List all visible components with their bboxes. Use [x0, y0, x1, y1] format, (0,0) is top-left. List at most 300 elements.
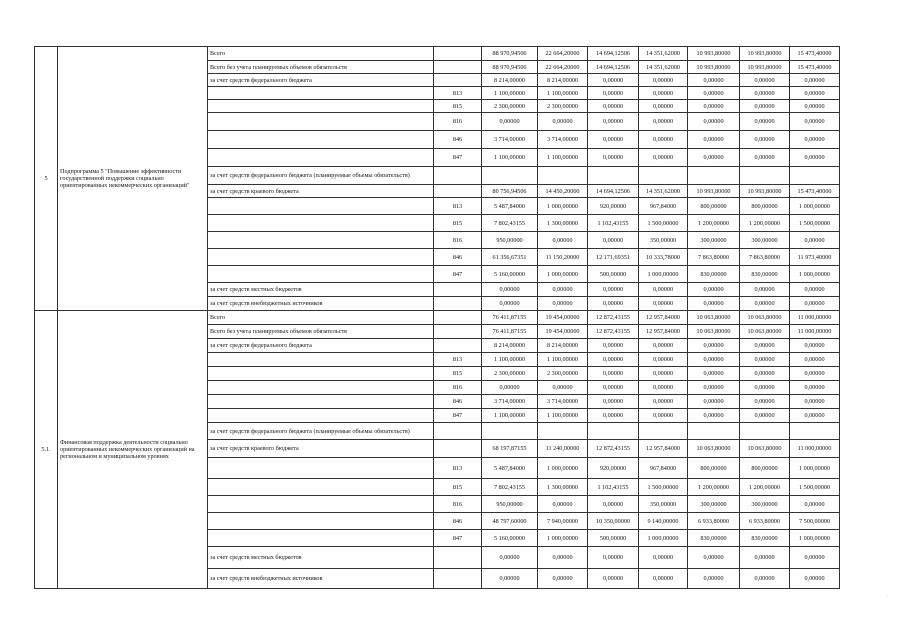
amount-cell: 1 000,00000 — [790, 458, 840, 479]
funding-source: за счет средств местных бюджетов — [208, 283, 434, 297]
funding-source: Всего — [208, 47, 434, 61]
amount-cell: 0,00000 — [740, 339, 790, 353]
amount-cell: 1 000,00000 — [538, 530, 588, 547]
amount-cell: 830,00000 — [688, 530, 740, 547]
amount-cell: 76 411,87155 — [482, 311, 538, 325]
section-number: 5.1. — [35, 311, 58, 589]
amount-cell: 0,00000 — [538, 232, 588, 249]
amount-cell — [790, 167, 840, 185]
amount-cell: 15 473,40000 — [790, 185, 840, 198]
ministry-code: 846 — [434, 249, 482, 266]
amount-cell: 1 200,00000 — [688, 479, 740, 496]
funding-source — [208, 496, 434, 513]
amount-cell: 19 454,00000 — [538, 311, 588, 325]
ministry-code — [434, 74, 482, 87]
ministry-code: 815 — [434, 100, 482, 113]
amount-cell: 10 063,80000 — [740, 311, 790, 325]
amount-cell: 0,00000 — [639, 283, 688, 297]
amount-cell: 300,00000 — [688, 232, 740, 249]
amount-cell: 0,00000 — [639, 367, 688, 381]
amount-cell: 1 100,00000 — [538, 87, 588, 100]
ministry-code: 815 — [434, 367, 482, 381]
amount-cell: 11 240,00000 — [538, 440, 588, 458]
amount-cell: 0,00000 — [482, 283, 538, 297]
amount-cell: 12 872,43155 — [588, 440, 639, 458]
amount-cell: 15 473,40000 — [790, 61, 840, 74]
ministry-code: 816 — [434, 381, 482, 395]
amount-cell: 5 487,84000 — [482, 458, 538, 479]
budget-table — [34, 46, 840, 589]
amount-cell: 14 694,12506 — [588, 61, 639, 74]
amount-cell: 1 500,00000 — [639, 479, 688, 496]
amount-cell: 0,00000 — [688, 149, 740, 167]
amount-cell: 14 450,20000 — [538, 185, 588, 198]
amount-cell: 350,00000 — [639, 232, 688, 249]
amount-cell: 88 970,94506 — [482, 47, 538, 61]
ministry-code: 846 — [434, 131, 482, 149]
amount-cell: 0,00000 — [790, 339, 840, 353]
amount-cell: 0,00000 — [740, 131, 790, 149]
amount-cell: 10 993,80000 — [740, 47, 790, 61]
amount-cell: 0,00000 — [639, 113, 688, 131]
amount-cell: 9 140,00000 — [639, 513, 688, 530]
amount-cell: 0,00000 — [588, 100, 639, 113]
funding-source — [208, 479, 434, 496]
amount-cell: 0,00000 — [688, 113, 740, 131]
ministry-code: 847 — [434, 149, 482, 167]
table-row — [35, 311, 840, 325]
amount-cell: 10 063,80000 — [688, 311, 740, 325]
funding-source: за счет средств внебюджетных источников — [208, 569, 434, 589]
amount-cell: 10 333,78000 — [639, 249, 688, 266]
amount-cell: 0,00000 — [740, 547, 790, 569]
amount-cell: 11 973,40000 — [790, 249, 840, 266]
ministry-code — [434, 185, 482, 198]
amount-cell: 300,00000 — [688, 496, 740, 513]
ministry-code — [434, 61, 482, 74]
amount-cell: 0,00000 — [588, 367, 639, 381]
amount-cell: 0,00000 — [639, 100, 688, 113]
amount-cell — [482, 167, 538, 185]
amount-cell: 0,00000 — [639, 547, 688, 569]
funding-source — [208, 87, 434, 100]
amount-cell: 830,00000 — [740, 266, 790, 283]
amount-cell — [588, 423, 639, 440]
amount-cell: 0,00000 — [740, 381, 790, 395]
amount-cell: 10 350,00000 — [588, 513, 639, 530]
amount-cell: 8 214,00000 — [538, 339, 588, 353]
amount-cell: 1 000,00000 — [639, 530, 688, 547]
amount-cell: 0,00000 — [588, 395, 639, 409]
amount-cell: 0,00000 — [538, 569, 588, 589]
amount-cell: 0,00000 — [588, 149, 639, 167]
amount-cell: 3 714,00000 — [538, 395, 588, 409]
funding-source — [208, 530, 434, 547]
amount-cell: 0,00000 — [482, 297, 538, 311]
scan-mark: · — [886, 594, 888, 600]
amount-cell: 1 100,00000 — [482, 353, 538, 367]
ministry-code — [434, 167, 482, 185]
amount-cell: 3 714,00000 — [482, 395, 538, 409]
amount-cell: 1 000,00000 — [790, 266, 840, 283]
funding-source — [208, 381, 434, 395]
amount-cell: 0,00000 — [588, 283, 639, 297]
amount-cell: 7 802,43155 — [482, 479, 538, 496]
ministry-code: 813 — [434, 353, 482, 367]
amount-cell: 88 970,94506 — [482, 61, 538, 74]
funding-source — [208, 131, 434, 149]
amount-cell: 0,00000 — [790, 297, 840, 311]
amount-cell: 0,00000 — [740, 113, 790, 131]
funding-source — [208, 353, 434, 367]
ministry-code — [434, 311, 482, 325]
amount-cell: 1 000,00000 — [790, 198, 840, 215]
amount-cell: 10 993,80000 — [740, 185, 790, 198]
amount-cell: 1 200,00000 — [740, 479, 790, 496]
amount-cell: 0,00000 — [482, 113, 538, 131]
amount-cell — [639, 423, 688, 440]
amount-cell: 0,00000 — [688, 74, 740, 87]
funding-source — [208, 249, 434, 266]
funding-source — [208, 266, 434, 283]
amount-cell: 0,00000 — [790, 131, 840, 149]
amount-cell: 0,00000 — [688, 100, 740, 113]
amount-cell: 7 863,80000 — [740, 249, 790, 266]
ministry-code — [434, 325, 482, 339]
amount-cell: 0,00000 — [688, 87, 740, 100]
funding-source: за счет средств федерального бюджета (планируемые объемы обязательств) — [208, 167, 434, 185]
ministry-code: 816 — [434, 113, 482, 131]
amount-cell: 3 714,00000 — [538, 131, 588, 149]
ministry-code — [434, 569, 482, 589]
ministry-code — [434, 47, 482, 61]
amount-cell: 0,00000 — [538, 381, 588, 395]
amount-cell: 500,00000 — [588, 530, 639, 547]
amount-cell: 920,00000 — [588, 458, 639, 479]
table-row — [35, 47, 840, 61]
amount-cell: 0,00000 — [688, 569, 740, 589]
amount-cell — [688, 167, 740, 185]
amount-cell: 48 797,60000 — [482, 513, 538, 530]
amount-cell: 76 411,87155 — [482, 325, 538, 339]
amount-cell: 1 000,00000 — [639, 266, 688, 283]
funding-source — [208, 198, 434, 215]
amount-cell: 1 200,00000 — [688, 215, 740, 232]
amount-cell: 0,00000 — [538, 297, 588, 311]
amount-cell: 3 714,00000 — [482, 131, 538, 149]
ministry-code — [434, 297, 482, 311]
amount-cell: 0,00000 — [538, 496, 588, 513]
ministry-code: 815 — [434, 479, 482, 496]
amount-cell: 1 500,00000 — [790, 215, 840, 232]
section-title: Финансовая поддержка деятельности социально ориентированных некоммерческих организаций на региональном и муниципальном уровнях — [58, 311, 208, 589]
amount-cell: 68 197,87155 — [482, 440, 538, 458]
amount-cell: 0,00000 — [639, 395, 688, 409]
funding-source: Всего без учета планируемых объемов обязательств — [208, 325, 434, 339]
amount-cell: 0,00000 — [688, 131, 740, 149]
amount-cell: 0,00000 — [639, 74, 688, 87]
amount-cell: 0,00000 — [740, 100, 790, 113]
amount-cell: 0,00000 — [639, 409, 688, 423]
amount-cell: 80 756,94506 — [482, 185, 538, 198]
amount-cell: 0,00000 — [588, 74, 639, 87]
funding-source — [208, 215, 434, 232]
amount-cell: 1 500,00000 — [639, 215, 688, 232]
amount-cell: 0,00000 — [790, 74, 840, 87]
amount-cell: 6 933,80000 — [740, 513, 790, 530]
amount-cell: 0,00000 — [790, 569, 840, 589]
amount-cell: 12 872,43155 — [588, 311, 639, 325]
amount-cell: 0,00000 — [639, 353, 688, 367]
amount-cell: 10 063,80000 — [688, 325, 740, 339]
amount-cell: 14 351,62000 — [639, 61, 688, 74]
amount-cell: 0,00000 — [688, 381, 740, 395]
amount-cell: 830,00000 — [740, 530, 790, 547]
ministry-code — [434, 283, 482, 297]
amount-cell: 0,00000 — [482, 381, 538, 395]
amount-cell: 11 000,00000 — [790, 311, 840, 325]
amount-cell: 0,00000 — [688, 353, 740, 367]
ministry-code: 816 — [434, 232, 482, 249]
amount-cell: 830,00000 — [688, 266, 740, 283]
amount-cell: 22 664,20000 — [538, 61, 588, 74]
amount-cell: 0,00000 — [790, 87, 840, 100]
amount-cell: 0,00000 — [790, 367, 840, 381]
amount-cell: 10 993,80000 — [688, 185, 740, 198]
amount-cell: 12 957,84000 — [639, 311, 688, 325]
amount-cell: 0,00000 — [639, 131, 688, 149]
amount-cell: 8 214,00000 — [482, 339, 538, 353]
amount-cell: 0,00000 — [639, 381, 688, 395]
ministry-code: 846 — [434, 513, 482, 530]
amount-cell — [790, 423, 840, 440]
amount-cell — [688, 423, 740, 440]
funding-source: за счет средств федерального бюджета (планируемые объемы обязательств) — [208, 423, 434, 440]
amount-cell: 0,00000 — [588, 569, 639, 589]
amount-cell: 0,00000 — [588, 297, 639, 311]
ministry-code: 847 — [434, 409, 482, 423]
amount-cell: 0,00000 — [688, 339, 740, 353]
amount-cell: 300,00000 — [740, 232, 790, 249]
amount-cell: 12 957,84000 — [639, 440, 688, 458]
amount-cell: 10 063,80000 — [688, 440, 740, 458]
amount-cell: 7 802,43155 — [482, 215, 538, 232]
amount-cell: 967,84000 — [639, 458, 688, 479]
amount-cell: 0,00000 — [740, 297, 790, 311]
amount-cell: 0,00000 — [588, 131, 639, 149]
amount-cell: 0,00000 — [740, 87, 790, 100]
amount-cell: 1 000,00000 — [538, 458, 588, 479]
amount-cell: 2 300,00000 — [538, 367, 588, 381]
amount-cell: 0,00000 — [588, 232, 639, 249]
amount-cell: 1 100,00000 — [482, 87, 538, 100]
amount-cell: 1 100,00000 — [538, 353, 588, 367]
funding-source — [208, 113, 434, 131]
funding-source — [208, 149, 434, 167]
amount-cell: 0,00000 — [639, 339, 688, 353]
amount-cell: 0,00000 — [790, 113, 840, 131]
amount-cell: 11 000,00000 — [790, 440, 840, 458]
amount-cell: 10 993,80000 — [740, 61, 790, 74]
amount-cell: 950,00000 — [482, 232, 538, 249]
amount-cell: 0,00000 — [538, 113, 588, 131]
amount-cell: 7 500,00000 — [790, 513, 840, 530]
amount-cell: 0,00000 — [740, 409, 790, 423]
amount-cell: 1 000,00000 — [790, 530, 840, 547]
ministry-code: 846 — [434, 395, 482, 409]
ministry-code: 813 — [434, 198, 482, 215]
amount-cell — [588, 167, 639, 185]
funding-source — [208, 367, 434, 381]
amount-cell: 5 160,00000 — [482, 530, 538, 547]
amount-cell: 0,00000 — [482, 547, 538, 569]
funding-source: за счет средств краевого бюджета — [208, 185, 434, 198]
amount-cell: 1 500,00000 — [790, 479, 840, 496]
amount-cell: 0,00000 — [740, 74, 790, 87]
amount-cell: 967,84000 — [639, 198, 688, 215]
amount-cell: 0,00000 — [790, 232, 840, 249]
amount-cell: 0,00000 — [688, 547, 740, 569]
amount-cell: 0,00000 — [688, 395, 740, 409]
amount-cell: 0,00000 — [639, 569, 688, 589]
amount-cell: 0,00000 — [688, 297, 740, 311]
amount-cell: 0,00000 — [790, 381, 840, 395]
amount-cell: 0,00000 — [588, 353, 639, 367]
amount-cell: 8 214,00000 — [482, 74, 538, 87]
amount-cell: 1 102,43155 — [588, 215, 639, 232]
amount-cell: 0,00000 — [790, 100, 840, 113]
amount-cell: 0,00000 — [790, 547, 840, 569]
amount-cell: 2 300,00000 — [538, 100, 588, 113]
amount-cell: 920,00000 — [588, 198, 639, 215]
amount-cell: 950,00000 — [482, 496, 538, 513]
amount-cell: 0,00000 — [790, 409, 840, 423]
amount-cell: 500,00000 — [588, 266, 639, 283]
ministry-code — [434, 423, 482, 440]
funding-source: за счет средств краевого бюджета — [208, 440, 434, 458]
amount-cell: 0,00000 — [790, 283, 840, 297]
funding-source — [208, 409, 434, 423]
amount-cell: 8 214,00000 — [538, 74, 588, 87]
amount-cell: 0,00000 — [588, 381, 639, 395]
ministry-code: 815 — [434, 215, 482, 232]
amount-cell: 800,00000 — [688, 198, 740, 215]
amount-cell — [740, 167, 790, 185]
amount-cell: 0,00000 — [688, 367, 740, 381]
amount-cell: 1 200,00000 — [740, 215, 790, 232]
funding-source — [208, 100, 434, 113]
funding-source — [208, 232, 434, 249]
amount-cell: 1 100,00000 — [482, 149, 538, 167]
amount-cell: 0,00000 — [482, 569, 538, 589]
amount-cell: 0,00000 — [740, 283, 790, 297]
amount-cell: 1 000,00000 — [538, 266, 588, 283]
amount-cell: 0,00000 — [538, 283, 588, 297]
funding-source: за счет средств местных бюджетов — [208, 547, 434, 569]
amount-cell: 0,00000 — [588, 339, 639, 353]
amount-cell: 0,00000 — [740, 149, 790, 167]
funding-source: за счет средств внебюджетных источников — [208, 297, 434, 311]
funding-source: за счет средств федерального бюджета — [208, 74, 434, 87]
amount-cell: 10 993,80000 — [688, 47, 740, 61]
amount-cell: 0,00000 — [639, 149, 688, 167]
amount-cell: 7 940,00000 — [538, 513, 588, 530]
amount-cell: 0,00000 — [588, 547, 639, 569]
amount-cell: 5 487,84000 — [482, 198, 538, 215]
amount-cell — [639, 167, 688, 185]
ministry-code: 813 — [434, 458, 482, 479]
section-title: Подпрограмма 5 "Повышение эффективности государственной поддержки социально ориентированных некоммерческих организаций" — [58, 47, 208, 311]
amount-cell: 800,00000 — [740, 198, 790, 215]
amount-cell: 10 993,80000 — [688, 61, 740, 74]
amount-cell: 14 694,12506 — [588, 47, 639, 61]
ministry-code: 816 — [434, 496, 482, 513]
amount-cell: 0,00000 — [538, 547, 588, 569]
amount-cell: 2 300,00000 — [482, 367, 538, 381]
amount-cell: 14 694,12506 — [588, 185, 639, 198]
funding-source: за счет средств федерального бюджета — [208, 339, 434, 353]
funding-source — [208, 513, 434, 530]
amount-cell: 19 454,00000 — [538, 325, 588, 339]
ministry-code — [434, 339, 482, 353]
amount-cell — [538, 167, 588, 185]
amount-cell: 1 102,43155 — [588, 479, 639, 496]
amount-cell: 0,00000 — [790, 395, 840, 409]
amount-cell: 12 872,43155 — [588, 325, 639, 339]
amount-cell: 0,00000 — [740, 395, 790, 409]
amount-cell: 0,00000 — [639, 297, 688, 311]
amount-cell: 0,00000 — [639, 87, 688, 100]
amount-cell: 12 171,69351 — [588, 249, 639, 266]
amount-cell: 15 473,40000 — [790, 47, 840, 61]
funding-source — [208, 395, 434, 409]
amount-cell: 1 100,00000 — [538, 409, 588, 423]
amount-cell: 1 100,00000 — [538, 149, 588, 167]
amount-cell: 14 351,62000 — [639, 47, 688, 61]
amount-cell: 0,00000 — [688, 283, 740, 297]
amount-cell: 10 063,80000 — [740, 325, 790, 339]
ministry-code: 847 — [434, 266, 482, 283]
amount-cell: 0,00000 — [740, 569, 790, 589]
amount-cell: 61 356,67351 — [482, 249, 538, 266]
amount-cell: 14 351,62000 — [639, 185, 688, 198]
amount-cell: 6 933,80000 — [688, 513, 740, 530]
amount-cell: 0,00000 — [790, 353, 840, 367]
amount-cell: 0,00000 — [740, 367, 790, 381]
ministry-code — [434, 547, 482, 569]
amount-cell — [482, 423, 538, 440]
amount-cell: 1 300,00000 — [538, 215, 588, 232]
section-number: 5 — [35, 47, 58, 311]
amount-cell: 0,00000 — [588, 87, 639, 100]
ministry-code: 813 — [434, 87, 482, 100]
amount-cell: 7 863,80000 — [688, 249, 740, 266]
amount-cell: 11 150,20000 — [538, 249, 588, 266]
amount-cell: 800,00000 — [688, 458, 740, 479]
amount-cell: 5 160,00000 — [482, 266, 538, 283]
amount-cell — [538, 423, 588, 440]
funding-source: Всего — [208, 311, 434, 325]
amount-cell: 1 000,00000 — [538, 198, 588, 215]
amount-cell: 11 000,00000 — [790, 325, 840, 339]
amount-cell: 0,00000 — [740, 353, 790, 367]
amount-cell: 12 957,84000 — [639, 325, 688, 339]
ministry-code — [434, 440, 482, 458]
amount-cell: 0,00000 — [688, 409, 740, 423]
amount-cell: 800,00000 — [740, 458, 790, 479]
amount-cell: 10 063,80000 — [740, 440, 790, 458]
amount-cell: 300,00000 — [740, 496, 790, 513]
